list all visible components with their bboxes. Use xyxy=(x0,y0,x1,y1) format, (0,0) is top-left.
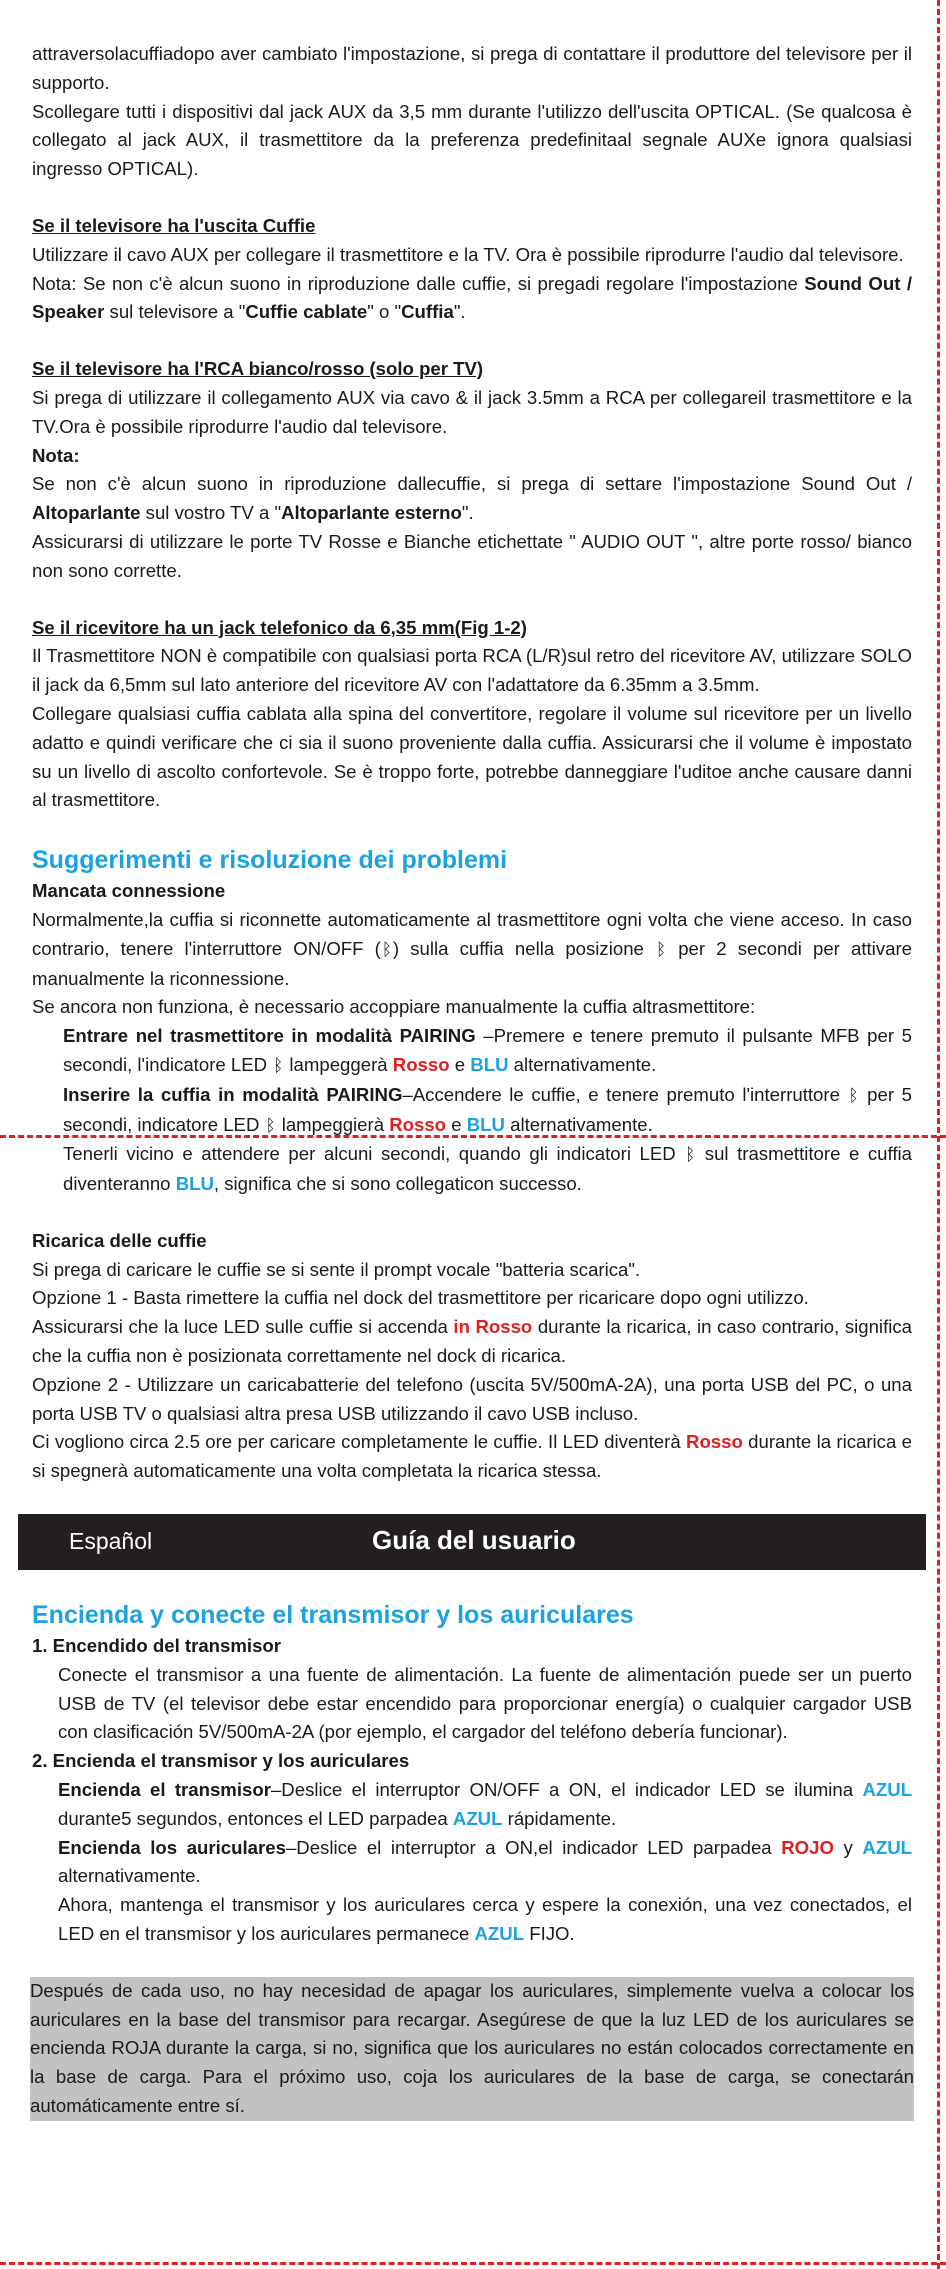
paragraph: Normalmente,la cuffia si riconnette automaticamente al trasmettitore ogni volta che viene acceso. In caso contrario, tenere l'interruttore ON/OFF (ᛒ) sulla cuffia nella posizione ᛒ per 2 secondi per attivare manualmente la riconnessione. xyxy=(32,908,912,989)
guide-title: Guía del usuario xyxy=(372,1525,576,1556)
step-item: Entrare nel trasmettitore in modalità PAIRING –Premere e tenere premuto il pulsante MFB per 5 secondi, l'indicatore LED ᛒ lampeggerà Rosso e BLU alternativamente. xyxy=(63,1022,912,1081)
bluetooth-icon: ᛒ xyxy=(381,939,392,959)
section-heading: Se il televisore ha l'uscita Cuffie xyxy=(32,214,316,236)
paragraph: Si prega di utilizzare il collegamento AUX via cavo & il jack 3.5mm a RCA per collegareil trasmettitore e la TV.Ora è possibile riprodurre l'audio dal televisore. xyxy=(32,386,912,437)
info-box-text: Después de cada uso, no hay necesidad de apagar los auriculares, simplemente vuelva a colocar los auriculares en la base del transmisor para recargar. Asegúrese de que la luz LED de los auriculares se encienda ROJA durante la carga, si no, significa que los auriculares no están colocados correctamente en la base de carga. Para el próximo uso, coja los auriculares de la base de carga, se conectarán automáticamente entre sí. xyxy=(30,1979,914,2117)
subsection-heading: Mancata connessione xyxy=(32,880,226,902)
section-title: Encienda y conecte el transmisor y los auriculares xyxy=(32,1601,634,1630)
bluetooth-icon: ᛒ xyxy=(265,1115,276,1135)
paragraph: Assicurarsi di utilizzare le porte TV Rosse e Bianche etichettate " AUDIO OUT ", altre porte rosso/ bianco non sono corrette. xyxy=(32,530,912,581)
paragraph: Opzione 1 - Basta rimettere la cuffia nel dock del trasmettitore per ricaricare dopo ogni utilizzo. xyxy=(32,1287,809,1309)
paragraph: Se ancora non funziona, è necessario accoppiare manualmente la cuffia altrasmettitore: xyxy=(32,996,756,1018)
numbered-heading: 1. Encendido del transmisor xyxy=(32,1635,282,1657)
step-item: Inserire la cuffia in modalità PAIRING–Accendere le cuffie, e tenere premuto l'interruttore ᛒ per 5 secondi, indicatore LED ᛒ lampeggierà Rosso e BLU alternativamente. xyxy=(63,1081,912,1141)
section-heading: Se il televisore ha l'RCA bianco/rosso (solo per TV) xyxy=(32,358,484,380)
bluetooth-icon: ᛒ xyxy=(848,1085,859,1105)
cut-line-bottom xyxy=(0,2262,946,2265)
paragraph: Collegare qualsiasi cuffia cablata alla spina del convertitore, regolare il volume sul ricevitore per un livello adatto e quindi verificare che ci sia il suono proveniente dalla cuffia. Assicurarsi che il volume è impostato su un livello di ascolto confortevole. Se è troppo forte, potrebbe danneggiare l'uditoe anche causare danni al trasmettitore. xyxy=(32,702,912,811)
paragraph: Assicurarsi che la luce LED sulle cuffie si accenda in Rosso durante la ricarica, in caso contrario, significa che la cuffia non è posizionata correttamente nel dock di ricarica. xyxy=(32,1316,913,1367)
bluetooth-icon: ᛒ xyxy=(685,1145,696,1165)
step-item: Encienda los auriculares–Deslice el interruptor a ON,el indicador LED parpadea ROJO y AZUL alternativamente. xyxy=(58,1836,912,1887)
paragraph: attraversolacuffiadopo aver cambiato l'impostazione, si prega di contattare il produttore del televisore per il supporto. xyxy=(32,43,912,93)
paragraph: Ci vogliono circa 2.5 ore per caricare completamente le cuffie. Il LED diventerà Rosso durante la ricarica e si spegnerà automaticamente una volta completata la ricarica stessa. xyxy=(32,1431,912,1482)
paragraph: Si prega di caricare le cuffie se si sente il prompt vocale "batteria scarica". xyxy=(32,1258,641,1280)
numbered-heading: 2. Encienda el transmisor y los auriculares xyxy=(32,1750,410,1772)
section-title: Suggerimenti e risoluzione dei problemi xyxy=(32,846,508,875)
step-item: Encienda el transmisor–Deslice el interruptor ON/OFF a ON, el indicador LED se ilumina AZUL durante5 segundos, entonces el LED parpadea AZUL rápidamente. xyxy=(58,1779,913,1829)
info-box xyxy=(30,1977,914,2121)
paragraph: Conecte el transmisor a una fuente de alimentación. La fuente de alimentación puede ser un puerto USB de TV (el televisor debe estar encendido para proporcionar energía) o cualquier cargador USB con clasificación 5V/500mA-2A (por ejemplo, el cargador del teléfono debería funcionar). xyxy=(58,1663,912,1743)
step-item: Tenerli vicino e attendere per alcuni secondi, quando gli indicatori LED ᛒ sul trasmettitore e cuffia diventeranno BLU, significa che si sono collegaticon successo. xyxy=(63,1143,912,1195)
paragraph: Opzione 2 - Utilizzare un caricabatterie del telefono (uscita 5V/500mA-2A), una porta USB del PC, o una porta USB TV o qualsiasi altra presa USB utilizzando il cavo USB incluso. xyxy=(32,1373,912,1424)
language-header-bar xyxy=(18,1514,926,1570)
paragraph: Il Trasmettitore NON è compatibile con qualsiasi porta RCA (L/R)sul retro del ricevitore AV, utilizzare SOLO il jack da 6,5mm sul lato anteriore del ricevitore AV con l'adattatore da 6.35mm a 3.5mm. xyxy=(32,645,912,696)
bluetooth-icon: ᛒ xyxy=(273,1055,284,1075)
bluetooth-icon: ᛒ xyxy=(655,939,667,959)
step-item: Ahora, mantenga el transmisor y los auriculares cerca y espere la conexión, una vez conectados, el LED en el transmisor y los auriculares permanece AZUL FIJO. xyxy=(58,1894,912,1945)
section-heading: Se il ricevitore ha un jack telefonico da 6,35 mm(Fig 1-2) xyxy=(32,616,527,638)
language-label: Español xyxy=(69,1528,153,1555)
note-label: Nota: xyxy=(32,444,80,466)
paragraph: Utilizzare il cavo AUX per collegare il trasmettitore e la TV. Ora è possibile riprodurre l'audio dal televisore. xyxy=(32,243,904,265)
subsection-heading: Ricarica delle cuffie xyxy=(32,1229,207,1251)
paragraph: Scollegare tutti i dispositivi dal jack AUX da 3,5 mm durante l'utilizzo dell'uscita OPTICAL. (Se qualcosa è collegato al jack AUX, il trasmettitore da la preferenza predefinitaal segnale AUXe ignora qualsiasi ingresso OPTICAL). xyxy=(32,100,912,180)
note-paragraph: Nota: Se non c'è alcun suono in riproduzione dalle cuffie, si pregadi regolare l'impostazione Sound Out / Speaker sul televisore a "Cuffie cablate" o "Cuffia". xyxy=(32,272,912,323)
manual-content xyxy=(32,40,912,2121)
paragraph: Se non c'è alcun suono in riproduzione dallecuffie, si prega di settare l'impostazione Sound Out / Altoparlante sul vostro TV a "Altoparlante esterno". xyxy=(32,473,912,524)
